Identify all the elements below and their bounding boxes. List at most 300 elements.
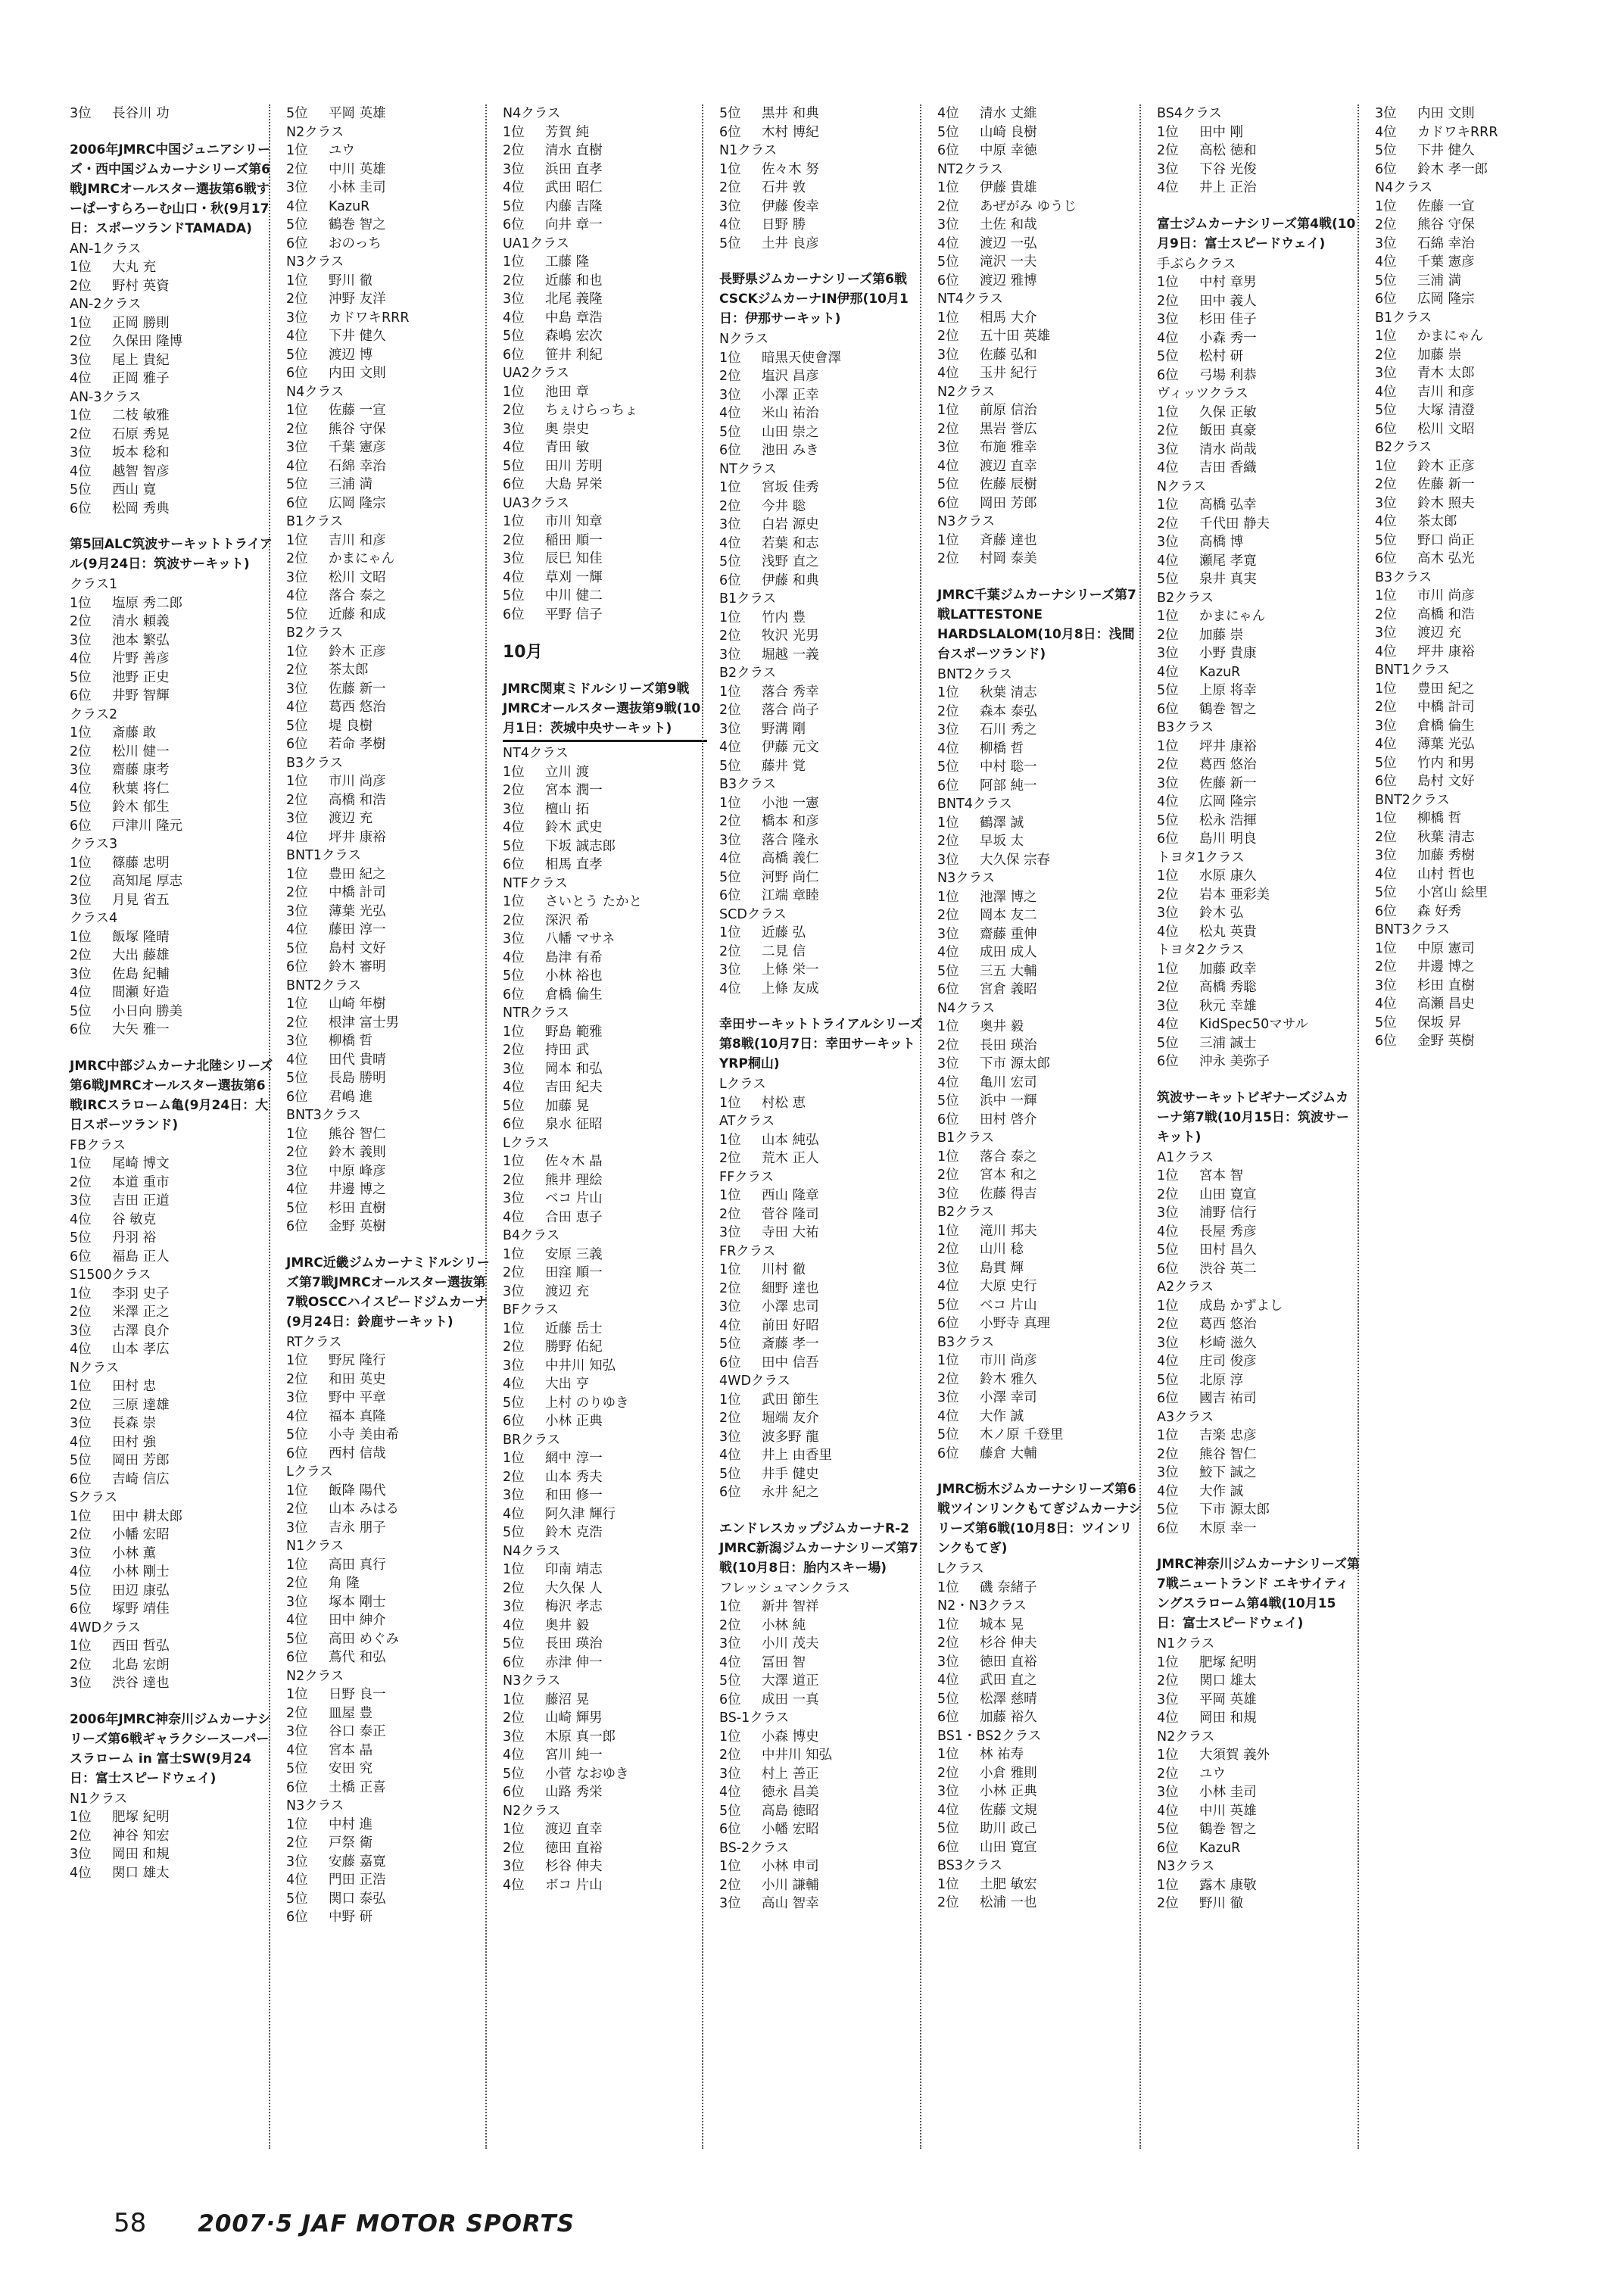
result-row — [503, 856, 707, 875]
result-row — [503, 967, 707, 986]
result-position: 1位 — [719, 610, 741, 625]
result-row — [70, 780, 274, 799]
result-position: 6位 — [503, 857, 525, 872]
result-row — [937, 494, 1142, 513]
result-position: 2位 — [719, 1151, 741, 1166]
result-row — [719, 812, 924, 831]
result-position: 5位 — [1157, 812, 1179, 828]
result-position: 3位 — [937, 926, 959, 942]
driver-name: 藤井 覚 — [762, 758, 806, 774]
result-position: 1位 — [1157, 1877, 1179, 1893]
results-column — [70, 104, 274, 1882]
driver-name: 八幡 マサネ — [545, 931, 616, 946]
class-heading: クラス4 — [70, 911, 118, 926]
driver-name: 黒井 和典 — [762, 106, 819, 121]
result-row — [937, 1111, 1142, 1130]
driver-name: 助川 政己 — [980, 1821, 1037, 1836]
result-row — [286, 494, 491, 513]
driver-name: 吉川 和彦 — [329, 532, 386, 548]
result-position: 6位 — [503, 987, 525, 1003]
driver-name: 持田 武 — [545, 1043, 590, 1058]
result-position: 2位 — [1157, 1187, 1179, 1202]
result-position: 3位 — [70, 1676, 92, 1691]
result-row — [70, 743, 274, 762]
result-position: 2位 — [70, 1527, 92, 1542]
result-row — [937, 420, 1142, 439]
result-position: 3位 — [286, 1724, 308, 1739]
driver-name: 伊藤 貴雄 — [980, 180, 1037, 195]
driver-name: 大島 昇栄 — [545, 477, 603, 492]
result-position: 1位 — [1157, 275, 1179, 290]
result-position: 4位 — [1157, 794, 1179, 809]
result-position: 3位 — [70, 632, 92, 648]
driver-name: 小宮山 絵里 — [1417, 885, 1488, 900]
result-row — [1157, 1820, 1361, 1839]
driver-name: KidSpec50マサル — [1199, 1017, 1308, 1032]
driver-name: 土橋 正喜 — [329, 1779, 386, 1795]
result-position: 3位 — [70, 892, 92, 908]
driver-name: 島川 明良 — [1199, 831, 1257, 847]
driver-name: 佐々木 晶 — [545, 1154, 603, 1169]
result-row — [286, 290, 491, 309]
result-row — [503, 1579, 707, 1598]
driver-name: 倉橋 倫生 — [1417, 718, 1475, 734]
result-position: 6位 — [1375, 903, 1397, 919]
result-position: 3位 — [937, 1056, 959, 1071]
driver-name: 内田 文則 — [329, 366, 386, 381]
result-row — [286, 1143, 491, 1162]
result-position: 5位 — [937, 1427, 959, 1442]
result-position: 6位 — [937, 778, 959, 794]
result-row — [70, 1452, 274, 1470]
result-row — [1157, 700, 1361, 719]
result-row — [286, 532, 491, 550]
result-row — [937, 1092, 1142, 1111]
driver-name: KazuR — [1199, 664, 1241, 680]
driver-name: 今井 聡 — [762, 498, 806, 514]
result-row — [937, 962, 1142, 981]
driver-name: 安田 究 — [329, 1761, 373, 1776]
class-heading: UA1クラス — [503, 235, 569, 251]
driver-name: 落合 泰之 — [980, 1149, 1037, 1165]
result-position: 3位 — [719, 1225, 741, 1240]
result-row — [503, 1635, 707, 1654]
result-position: 1位 — [503, 514, 525, 529]
driver-name: 加藤 崇 — [1417, 347, 1462, 363]
result-row — [1157, 663, 1361, 682]
result-position: 5位 — [70, 669, 92, 685]
driver-name: 和田 修一 — [545, 1488, 603, 1503]
result-position: 2位 — [70, 744, 92, 759]
result-row — [719, 1131, 924, 1150]
result-row — [719, 553, 924, 572]
result-row — [503, 1839, 707, 1858]
driver-name: 井野 智輝 — [112, 688, 170, 703]
result-row — [70, 1563, 274, 1582]
result-row — [937, 1277, 1142, 1296]
class-heading: 4WDクラス — [719, 1374, 790, 1389]
result-position: 3位 — [1157, 1465, 1179, 1480]
driver-name: 近藤 岳士 — [545, 1321, 603, 1336]
result-position: 6位 — [719, 124, 741, 140]
driver-name: 藤田 淳一 — [329, 922, 386, 937]
result-position: 2位 — [286, 161, 308, 177]
result-row — [286, 791, 491, 810]
result-position: 2位 — [1157, 1896, 1179, 1911]
result-row — [70, 1285, 274, 1304]
result-row — [503, 763, 707, 782]
driver-name: 土佐 和哉 — [980, 217, 1037, 232]
result-position: 4位 — [1157, 1803, 1179, 1819]
driver-name: 高橋 秀聡 — [1199, 980, 1257, 995]
driver-name: 熊谷 守保 — [329, 421, 386, 437]
driver-name: 下坂 誠志郎 — [545, 838, 616, 854]
class-heading: BS4クラス — [1157, 106, 1222, 121]
driver-name: 河野 尚仁 — [762, 869, 819, 885]
driver-name: 宮本 晶 — [329, 1742, 373, 1758]
result-position: 3位 — [286, 1163, 308, 1179]
result-position: 5位 — [70, 482, 92, 497]
result-row — [503, 800, 707, 819]
result-row — [286, 884, 491, 903]
result-position: 1位 — [719, 1188, 741, 1203]
driver-name: 加藤 裕久 — [980, 1710, 1037, 1725]
result-row — [1375, 606, 1579, 625]
result-row — [1375, 958, 1579, 977]
result-row — [503, 457, 707, 476]
result-position: 5位 — [719, 1466, 741, 1482]
result-position: 6位 — [1157, 1261, 1179, 1277]
result-position: 2位 — [70, 1828, 92, 1844]
result-row — [719, 1820, 924, 1839]
driver-name: 堀越 一義 — [762, 647, 819, 663]
result-position: 5位 — [70, 1003, 92, 1019]
result-row — [719, 738, 924, 757]
driver-name: 田中 信吾 — [762, 1355, 819, 1371]
driver-name: 杉谷 伸夫 — [980, 1636, 1037, 1651]
result-row — [719, 1654, 924, 1673]
driver-name: 瀬尾 孝寛 — [1199, 553, 1257, 569]
result-position: 2位 — [286, 421, 308, 437]
event-title: JMRC近畿ジムカーナミドルシリーズ第7戦JMRCオールスター選抜第7戦OSCCハイスピードジムカーナ(9月24日：鈴鹿サーキット) — [286, 1255, 490, 1330]
class-heading: SCDクラス — [719, 906, 787, 922]
class-heading: クラス3 — [70, 837, 118, 852]
result-row — [1375, 235, 1579, 254]
result-position: 1位 — [1157, 1168, 1179, 1183]
result-row — [1157, 123, 1361, 142]
result-row — [286, 438, 491, 457]
result-position: 6位 — [719, 888, 741, 903]
result-position: 3位 — [286, 1390, 308, 1405]
result-row — [70, 1674, 274, 1693]
result-position: 1位 — [286, 143, 308, 158]
result-position: 6位 — [1157, 1054, 1179, 1069]
result-position: 6位 — [937, 1839, 959, 1855]
driver-name: 阿部 純一 — [980, 778, 1037, 794]
result-row — [70, 946, 274, 965]
result-position: 4位 — [70, 463, 92, 479]
result-position: 4位 — [1375, 124, 1397, 140]
result-row — [286, 1199, 491, 1218]
result-row — [286, 606, 491, 625]
result-position: 1位 — [719, 1729, 741, 1745]
result-position: 2位 — [503, 273, 525, 288]
result-position: 6位 — [286, 366, 308, 381]
driver-name: 岡田 芳郎 — [980, 495, 1037, 511]
result-position: 3位 — [286, 1594, 308, 1610]
result-position: 3位 — [719, 1896, 741, 1911]
result-position: 5位 — [70, 1453, 92, 1468]
driver-name: 武田 昭仁 — [545, 180, 603, 195]
result-position: 4位 — [937, 1673, 959, 1688]
result-row — [1157, 737, 1361, 756]
result-row — [719, 1876, 924, 1895]
result-position: 5位 — [937, 124, 959, 140]
result-position: 2位 — [503, 403, 525, 418]
result-row — [937, 327, 1142, 346]
result-row — [1157, 1427, 1361, 1445]
result-row — [1157, 570, 1361, 589]
driver-name: 石川 秀之 — [980, 722, 1037, 737]
result-row — [1157, 904, 1361, 923]
result-row — [1375, 476, 1579, 494]
result-position: 4位 — [70, 1342, 92, 1357]
result-row — [1375, 903, 1579, 921]
class-heading: クラス2 — [70, 706, 118, 722]
result-position: 2位 — [719, 1748, 741, 1763]
result-row — [1375, 290, 1579, 309]
driver-name: 中原 憲司 — [1417, 940, 1475, 956]
result-position: 3位 — [503, 1283, 525, 1299]
class-heading: N4クラス — [503, 1543, 561, 1559]
driver-name: 坂本 稔和 — [112, 445, 170, 460]
class-heading: B3クラス — [937, 1334, 995, 1350]
result-row — [719, 1187, 924, 1205]
driver-name: 正岡 勝則 — [112, 315, 170, 331]
result-row — [503, 1598, 707, 1617]
driver-name: 小林 裕也 — [545, 968, 603, 984]
result-row — [1375, 754, 1579, 773]
driver-name: 小林 申司 — [762, 1859, 819, 1874]
driver-name: 飯塚 隆晴 — [112, 929, 170, 945]
result-position: 3位 — [719, 198, 741, 214]
driver-name: 武田 節生 — [762, 1392, 819, 1408]
result-row — [70, 1864, 274, 1883]
result-row — [70, 928, 274, 947]
result-row — [937, 235, 1142, 254]
driver-name: 大作 誠 — [980, 1408, 1024, 1424]
result-position: 4位 — [1375, 996, 1397, 1012]
result-position: 5位 — [1157, 572, 1179, 587]
result-row — [286, 1519, 491, 1538]
column-separator — [1357, 104, 1359, 2149]
driver-name: 松永 浩揮 — [1199, 812, 1257, 828]
result-position: 3位 — [719, 647, 741, 663]
result-position: 4位 — [937, 235, 959, 251]
driver-name: 山本 純弘 — [762, 1132, 819, 1148]
result-row — [70, 1470, 274, 1489]
result-position: 6位 — [503, 217, 525, 232]
result-position: 2位 — [937, 1371, 959, 1387]
result-row — [286, 717, 491, 736]
class-heading: BRクラス — [503, 1432, 561, 1448]
result-row — [70, 1377, 274, 1396]
result-row — [719, 1635, 924, 1654]
result-position: 2位 — [70, 426, 92, 442]
driver-name: 山崎 良樹 — [980, 124, 1037, 140]
driver-name: 宮本 潤一 — [545, 783, 603, 798]
result-row — [70, 1582, 274, 1601]
results-column — [719, 104, 924, 1913]
driver-name: 竹内 豊 — [762, 610, 806, 625]
result-position: 2位 — [503, 1840, 525, 1856]
driver-name: ベコ 片山 — [545, 1191, 603, 1206]
driver-name: 土肥 敏宏 — [980, 1876, 1037, 1892]
result-row — [70, 351, 274, 370]
result-row — [286, 1218, 491, 1236]
result-position: 3位 — [937, 1784, 959, 1799]
result-row — [937, 943, 1142, 962]
driver-name: 小森 博史 — [762, 1729, 819, 1745]
driver-name: 野口 尚正 — [1417, 532, 1475, 548]
result-row — [937, 758, 1142, 777]
event-title: 第5回ALC筑波サーキットトライアル(9月24日：筑波サーキット) — [70, 537, 273, 572]
result-row — [503, 1857, 707, 1876]
result-row — [286, 1871, 491, 1890]
driver-name: 渋谷 英二 — [1199, 1261, 1257, 1277]
result-position: 3位 — [286, 1854, 308, 1869]
result-position: 5位 — [719, 1803, 741, 1819]
result-row — [503, 1283, 707, 1302]
driver-name: 野村 英資 — [112, 278, 170, 294]
result-position: 1位 — [937, 403, 959, 418]
driver-name: さいとう たかと — [545, 894, 643, 909]
result-row — [1375, 513, 1579, 532]
driver-name: 三浦 満 — [329, 477, 373, 492]
result-position: 6位 — [1157, 1391, 1179, 1406]
driver-name: 中村 聡一 — [980, 759, 1037, 775]
result-row — [503, 1746, 707, 1765]
result-position: 3位 — [503, 551, 525, 566]
result-row — [503, 253, 707, 272]
result-row — [1157, 775, 1361, 794]
result-position: 1位 — [70, 1639, 92, 1654]
result-position: 5位 — [937, 963, 959, 979]
result-position: 3位 — [1375, 848, 1397, 863]
driver-name: 金野 英樹 — [1417, 1034, 1475, 1049]
result-row — [719, 1483, 924, 1502]
result-position: 1位 — [719, 795, 741, 811]
column-separator — [1139, 104, 1141, 2149]
driver-name: 齋藤 康考 — [112, 762, 170, 778]
result-position: 4位 — [1157, 664, 1179, 680]
driver-name: 小澤 忠司 — [762, 1299, 819, 1314]
class-heading: NT4クラス — [937, 292, 1003, 307]
driver-name: 米澤 正之 — [112, 1305, 170, 1320]
result-position: 5位 — [503, 838, 525, 854]
result-position: 3位 — [286, 681, 308, 697]
result-row — [1375, 216, 1579, 235]
class-heading: Sクラス — [70, 1490, 118, 1505]
result-row — [70, 1211, 274, 1230]
driver-name: 青木 太郎 — [1417, 366, 1475, 381]
result-position: 1位 — [503, 1154, 525, 1169]
driver-name: 近藤 和也 — [545, 273, 603, 288]
driver-name: 近藤 弘 — [762, 925, 806, 940]
result-row — [286, 1482, 491, 1501]
result-position: 4位 — [937, 458, 959, 474]
result-row — [1157, 310, 1361, 329]
result-row — [719, 683, 924, 702]
driver-name: 岡田 和規 — [112, 1847, 170, 1862]
driver-name: 鈴木 照夫 — [1417, 495, 1475, 511]
result-position: 1位 — [503, 384, 525, 400]
result-position: 5位 — [503, 1766, 525, 1782]
result-row — [1157, 960, 1361, 979]
result-row — [719, 701, 924, 720]
result-row — [1375, 401, 1579, 420]
result-row — [1157, 273, 1361, 292]
class-heading: N2クラス — [937, 384, 996, 400]
result-position: 2位 — [937, 834, 959, 849]
result-position: 2位 — [286, 292, 308, 307]
result-position: 4位 — [1157, 1224, 1179, 1240]
class-heading: B1クラス — [937, 1130, 995, 1146]
result-row — [1157, 1334, 1361, 1353]
result-position: 2位 — [937, 1242, 959, 1257]
driver-name: 上條 栄一 — [762, 962, 819, 978]
result-row — [1375, 977, 1579, 996]
driver-name: 荒木 正人 — [762, 1151, 819, 1166]
driver-name: 斎藤 敢 — [112, 725, 157, 741]
result-position: 6位 — [286, 959, 308, 974]
result-row — [70, 1322, 274, 1341]
driver-name: 渡辺 直幸 — [545, 1822, 603, 1837]
result-row — [286, 569, 491, 588]
driver-name: 松岡 秀典 — [112, 500, 170, 516]
result-position: 2位 — [1157, 423, 1179, 438]
result-row — [1157, 644, 1361, 663]
result-position: 4位 — [503, 569, 525, 585]
driver-name: 肥塚 紀明 — [1199, 1654, 1257, 1670]
driver-name: KazuR — [329, 198, 370, 214]
result-position: 6位 — [503, 1414, 525, 1429]
driver-name: 山本 みはる — [329, 1501, 400, 1517]
result-position: 1位 — [503, 1024, 525, 1040]
class-heading: A2クラス — [1157, 1280, 1214, 1295]
driver-name: 寺田 大祐 — [762, 1225, 819, 1240]
result-row — [503, 986, 707, 1005]
result-position: 6位 — [937, 1112, 959, 1127]
result-position: 1位 — [286, 1353, 308, 1368]
result-position: 1位 — [70, 1379, 92, 1394]
result-position: 1位 — [719, 684, 741, 700]
result-position: 5位 — [286, 477, 308, 492]
driver-name: 下市 源太郎 — [1199, 1502, 1270, 1517]
result-row — [719, 757, 924, 776]
class-heading: B1クラス — [719, 591, 777, 607]
class-heading: RTクラス — [286, 1334, 342, 1350]
driver-name: 渡辺 充 — [329, 811, 373, 826]
result-row — [1157, 161, 1361, 179]
result-row — [503, 569, 707, 588]
result-position: 4位 — [503, 1506, 525, 1522]
result-position: 3位 — [70, 1193, 92, 1208]
result-row — [286, 940, 491, 959]
result-row — [286, 198, 491, 217]
result-row — [1157, 515, 1361, 534]
result-position: 3位 — [1157, 906, 1179, 921]
